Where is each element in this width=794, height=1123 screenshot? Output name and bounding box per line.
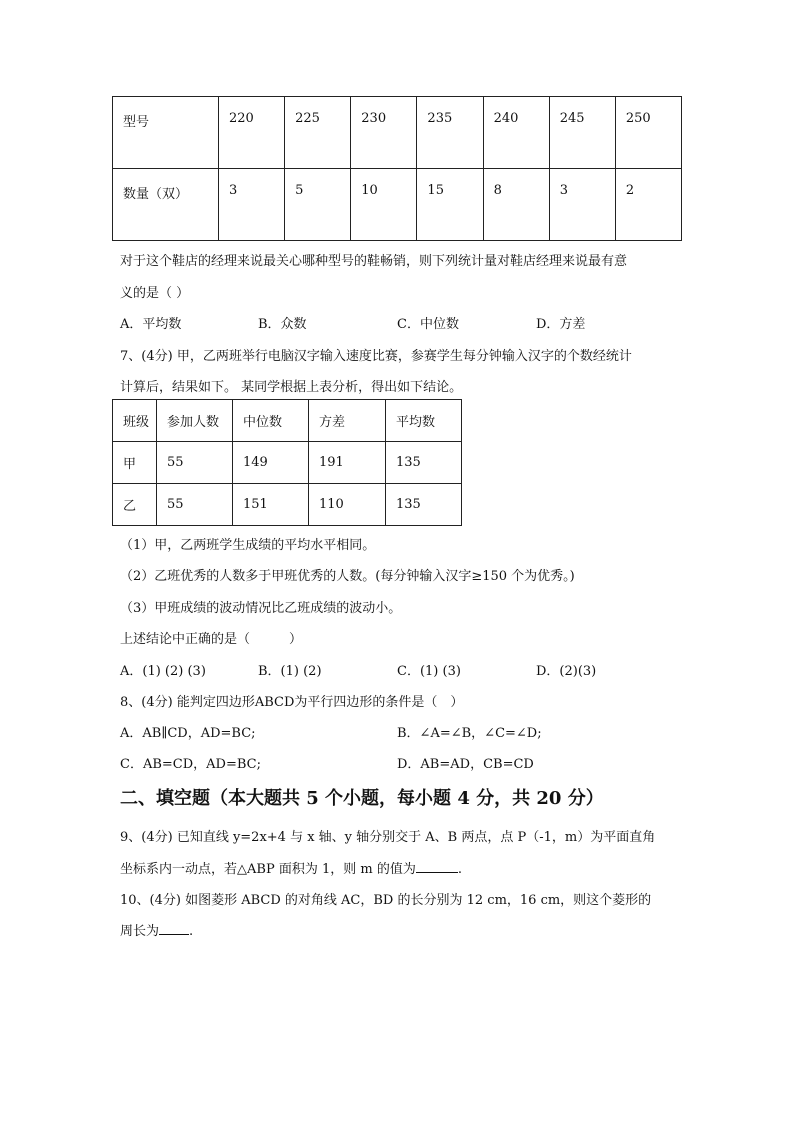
q7-option-b: B．(1) (2) <box>258 664 322 679</box>
table-header-cell: 中位数 <box>233 400 309 442</box>
table-cell: 149 <box>233 442 309 484</box>
table-cell: 151 <box>233 484 309 526</box>
table-cell: 55 <box>157 442 233 484</box>
q7-stem-line2: 计算后，结果如下。 某同学根据上表分析，得出如下结论。 <box>120 380 463 395</box>
q8-option-c: C．AB=CD，AD=BC; <box>120 757 261 772</box>
table-cell: 230 <box>351 97 417 169</box>
table-cell: 55 <box>157 484 233 526</box>
table-cell: 135 <box>386 442 462 484</box>
table-cell: 3 <box>219 169 285 241</box>
q7-ask: 上述结论中正确的是（ ） <box>120 632 303 647</box>
shoe-size-table <box>112 96 682 241</box>
q6-option-c: C．中位数 <box>397 317 459 332</box>
table-cell: 250 <box>615 97 681 169</box>
table-cell: 135 <box>386 484 462 526</box>
table-header-cell: 班级 <box>113 400 157 442</box>
table-cell: 220 <box>219 97 285 169</box>
answer-blank[interactable] <box>159 922 189 935</box>
q6-option-d: D．方差 <box>536 317 586 332</box>
table-cell: 3 <box>549 169 615 241</box>
table-cell: 235 <box>417 97 483 169</box>
table-cell: 240 <box>483 97 549 169</box>
table-header-cell: 参加人数 <box>157 400 233 442</box>
q8-option-b: B．∠A=∠B，∠C=∠D; <box>397 726 542 741</box>
q9-stem-line2 <box>120 858 462 877</box>
q10-stem-text: 周长为 <box>120 924 160 939</box>
table-cell: 乙 <box>113 484 157 526</box>
table-row <box>113 169 682 241</box>
q6-stem-line2: 义的是（ ） <box>120 286 190 301</box>
q7-option-d: D．(2)(3) <box>536 664 597 679</box>
table-row <box>113 442 462 484</box>
q8-option-a: A．AB∥CD，AD=BC; <box>120 726 256 741</box>
table-row <box>113 97 682 169</box>
q8-option-d: D．AB=AD，CB=CD <box>397 757 534 772</box>
q7-conclusion-1: （1）甲，乙两班学生成绩的平均水平相同。 <box>120 538 376 553</box>
table-cell: 191 <box>309 442 386 484</box>
table-cell: 型号 <box>113 97 219 169</box>
q6-stem-line1: 对于这个鞋店的经理来说最关心哪种型号的鞋畅销，则下列统计量对鞋店经理来说最有意 <box>120 254 628 269</box>
table-cell: 2 <box>615 169 681 241</box>
table-cell: 8 <box>483 169 549 241</box>
q7-stem-line1: 7、(4分) 甲，乙两班举行电脑汉字输入速度比赛，参赛学生每分钟输入汉字的个数经统计 <box>120 349 632 364</box>
table-cell: 数量（双） <box>113 169 219 241</box>
table-header-cell: 方差 <box>309 400 386 442</box>
q7-option-c: C．(1) (3) <box>397 664 461 679</box>
q10-stem-line2 <box>120 920 193 939</box>
table-cell: 110 <box>309 484 386 526</box>
table-cell: 245 <box>549 97 615 169</box>
class-stats-table <box>112 399 462 526</box>
table-row <box>113 484 462 526</box>
q7-option-a: A．(1) (2) (3) <box>120 664 206 679</box>
table-cell: 10 <box>351 169 417 241</box>
q6-option-b: B．众数 <box>258 317 307 332</box>
table-cell: 15 <box>417 169 483 241</box>
table-header-cell: 平均数 <box>386 400 462 442</box>
section-heading: 二、填空题（本大题共 5 个小题，每小题 4 分，共 20 分） <box>120 788 604 809</box>
table-cell: 225 <box>285 97 351 169</box>
q7-conclusion-2: （2）乙班优秀的人数多于甲班优秀的人数。(每分钟输入汉字≥150 个为优秀。) <box>120 569 575 584</box>
q9-stem-text: 坐标系内一动点，若△ABP 面积为 1，则 m 的值为 <box>120 862 416 877</box>
q10-stem-line1: 10、(4分) 如图菱形 ABCD 的对角线 AC，BD 的长分别为 12 cm，16 cm，则这个菱形的 <box>120 893 652 908</box>
answer-blank[interactable] <box>416 860 458 873</box>
q10-stem-end: . <box>189 924 194 939</box>
q7-conclusion-3: （3）甲班成绩的波动情况比乙班成绩的波动小。 <box>120 601 402 616</box>
q6-option-a: A．平均数 <box>120 317 182 332</box>
q9-stem-line1: 9、(4分) 已知直线 y=2x+4 与 x 轴、y 轴分别交于 A、B 两点，点 P（-1，m）为平面直角 <box>120 830 656 845</box>
table-cell: 5 <box>285 169 351 241</box>
table-cell: 甲 <box>113 442 157 484</box>
q8-stem: 8、(4分) 能判定四边形ABCD为平行四边形的条件是（ ） <box>120 695 464 710</box>
q9-stem-end: . <box>457 862 462 877</box>
table-header-row <box>113 400 462 442</box>
